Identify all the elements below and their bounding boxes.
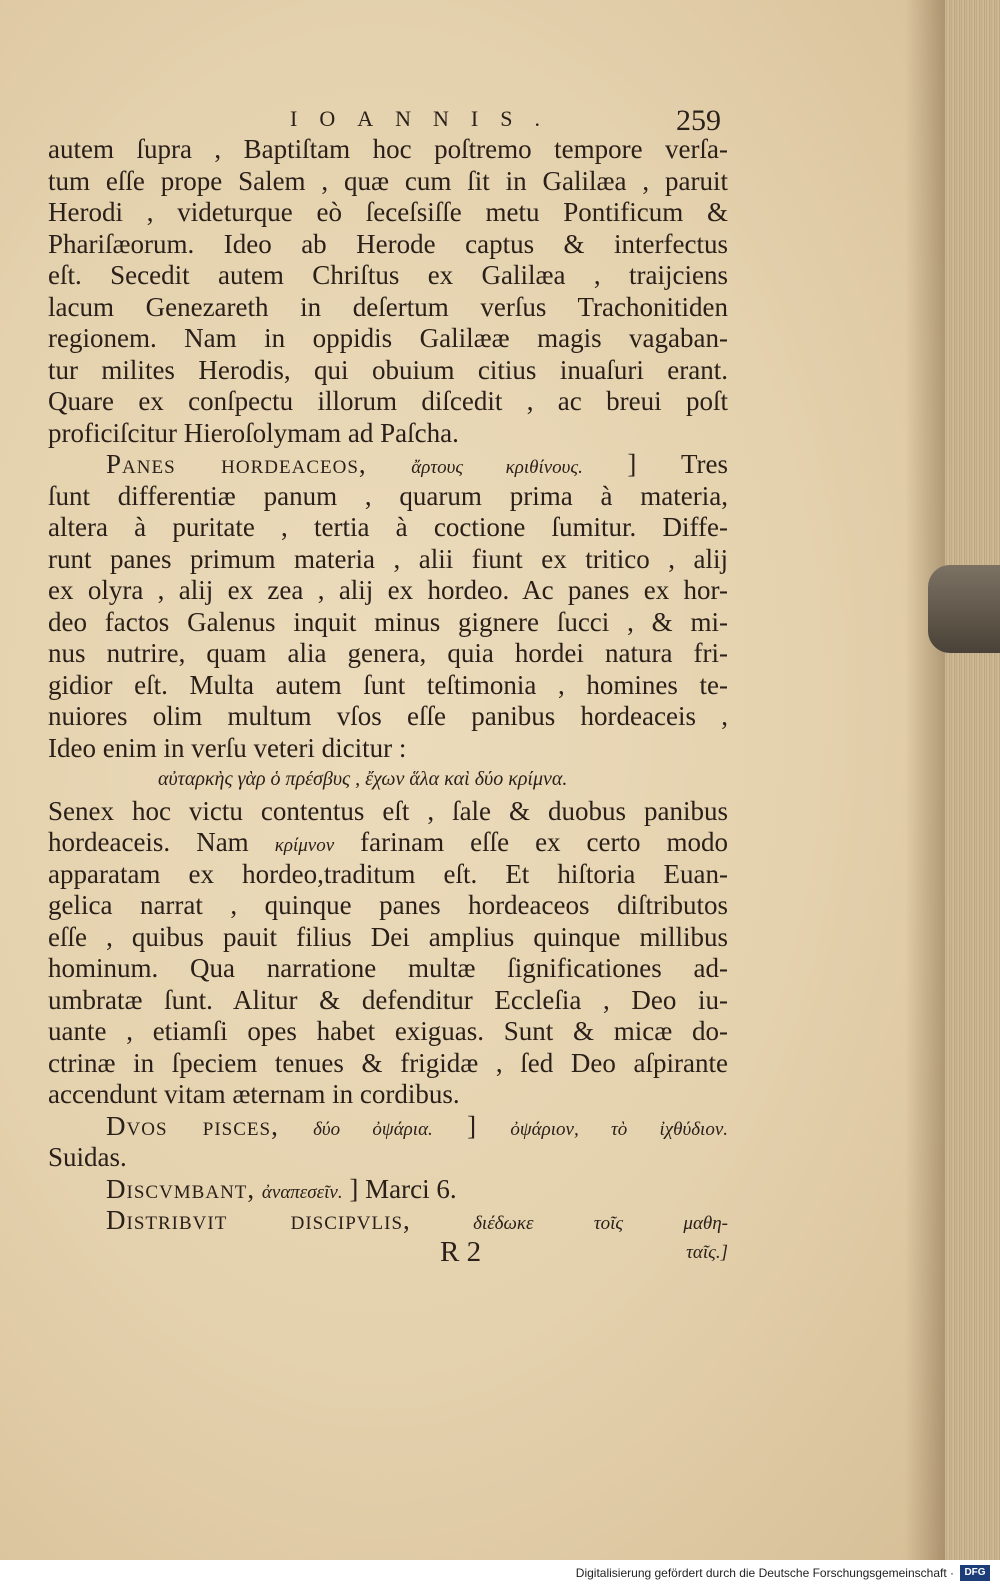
- text-line: nuiores olim multum vſos eſſe panibus hordeaceis ,: [48, 701, 728, 731]
- greek-ichthydion: ὀψάριον, τὸ ἰχθύδιον.: [510, 1118, 728, 1140]
- nam-before: hordeaceis. Nam: [48, 827, 249, 857]
- greek-diedoke: διέδωκε τοῖς μαθη-: [473, 1213, 728, 1234]
- footer-credit: Digitalisierung gefördert durch die Deutsche Forschungsgemeinschaft ·: [575, 1566, 954, 1580]
- text-line: tur milites Herodis, qui obuium citius inuaſuri erant.: [48, 354, 728, 385]
- text-line: umbratæ ſunt. Alitur & defenditur Eccleſia , Deo iu-: [48, 984, 728, 1015]
- text-line: nus nutrire, quam alia genera, quia hordei natura fri-: [48, 638, 728, 668]
- greek-anapesein: ἀναπεσεῖν.: [261, 1181, 343, 1203]
- text-line: hominum. Qua narratione multæ ſignificationes ad-: [48, 953, 728, 983]
- text-line: altera à puritate , tertia à coctione ſumitur. Diffe-: [48, 512, 728, 542]
- text-line: Quare ex conſpectu illorum diſcedit , ac breui poſt: [48, 386, 728, 416]
- duos-lemma-line: [48, 1111, 728, 1143]
- greek-panes: ἄρτους κριθίνους.: [411, 457, 583, 478]
- text-line: ſunt differentiæ panum , quarum prima à materia,: [48, 480, 728, 511]
- catchword: ταῖς.]: [686, 1241, 728, 1263]
- page-number: 259: [676, 104, 721, 137]
- lemma-duos: Dvos pisces,: [106, 1110, 279, 1141]
- discumbant-line: [48, 1174, 728, 1206]
- greek-opsaria: δύο ὀψάρια.: [313, 1118, 433, 1140]
- greek-verse: αὐταρκὴς γὰρ ὁ πρέσβυς , ἔχων ἅλα καὶ δύο κρίμνα.: [158, 768, 568, 790]
- nam-line: [48, 827, 728, 859]
- discumbant-rest: ] Marci 6.: [349, 1173, 457, 1204]
- text-line: Ideo enim in verſu veteri dicitur :: [48, 732, 407, 763]
- text-line: accendunt vitam æternam in cordibus.: [48, 1079, 460, 1109]
- text-line: uante , etiamſi opes habet exiguas. Sunt & micæ do-: [48, 1016, 728, 1046]
- text-line: lacum Genezareth in deſertum verſus Trachonitiden: [48, 291, 728, 322]
- bookmark-tab: [928, 565, 1000, 653]
- text-line: eſſe , quibus pauit filius Dei amplius quinque millibus: [48, 921, 728, 952]
- nam-after: farinam eſſe ex certo modo: [360, 827, 728, 857]
- running-head: IOANNIS.: [290, 106, 562, 131]
- text-line: tum eſſe prope Salem , quæ cum ſit in Galilæa , paruit: [48, 165, 728, 196]
- signature-mark: R 2: [440, 1236, 482, 1268]
- lemma-distribuit: Distribvit discipvlis,: [106, 1205, 411, 1235]
- text-line: gelica narrat , quinque panes hordeaceos diſtributos: [48, 890, 728, 920]
- text-line: Senex hoc victu contentus eſt , ſale & duobus panibus: [48, 795, 728, 826]
- text-line: deo factos Galenus inquit minus gignere ſucci , & mi-: [48, 606, 728, 637]
- text-line: ctrinæ in ſpeciem tenues & frigidæ , ſed Deo aſpirante: [48, 1047, 728, 1078]
- text-line: apparatam ex hordeo,traditum eſt. Et hiſtoria Euan-: [48, 858, 728, 889]
- lemma-rest: ] Tres: [627, 449, 728, 479]
- text-line: regionem. Nam in oppidis Galilææ magis vagaban-: [48, 323, 728, 353]
- lemma-panes: Panes hordeaceos,: [106, 449, 367, 479]
- text-line: proficiſcitur Hieroſolymam ad Paſcha.: [48, 417, 459, 448]
- text-line: runt panes primum materia , alii fiunt ex tritico , alij: [48, 543, 728, 574]
- gutter-shadow: [905, 0, 945, 1560]
- dfg-logo: DFG: [960, 1565, 990, 1581]
- source-suidas: Suidas.: [48, 1142, 127, 1172]
- text-line: Phariſæorum. Ideo ab Herode captus & interfectus: [48, 228, 728, 259]
- text-line: gidior eſt. Multa autem ſunt teſtimonia , homines te-: [48, 669, 728, 700]
- text-line: ex olyra , alij ex zea , alij ex hordeo. Ac panes ex hor-: [48, 575, 728, 605]
- text-line: Herodi , videturque eò ſeceſsiſſe metu Pontificum &: [48, 197, 728, 227]
- greek-krimnon: κρίμνον: [274, 835, 335, 856]
- duos-bracket: ]: [467, 1110, 477, 1141]
- text-block: [48, 134, 728, 1268]
- distribuit-line: [48, 1205, 728, 1237]
- text-line: eſt. Secedit autem Chriſtus ex Galilæa , traijciens: [48, 260, 728, 290]
- signature-line: [48, 1237, 728, 1269]
- panes-lemma-line: [48, 449, 728, 481]
- page-edges: [945, 0, 1000, 1560]
- text-line: autem ſupra , Baptiſtam hoc poſtremo tempore verſa-: [48, 134, 728, 164]
- lemma-discumbant: Discvmbant,: [106, 1173, 256, 1204]
